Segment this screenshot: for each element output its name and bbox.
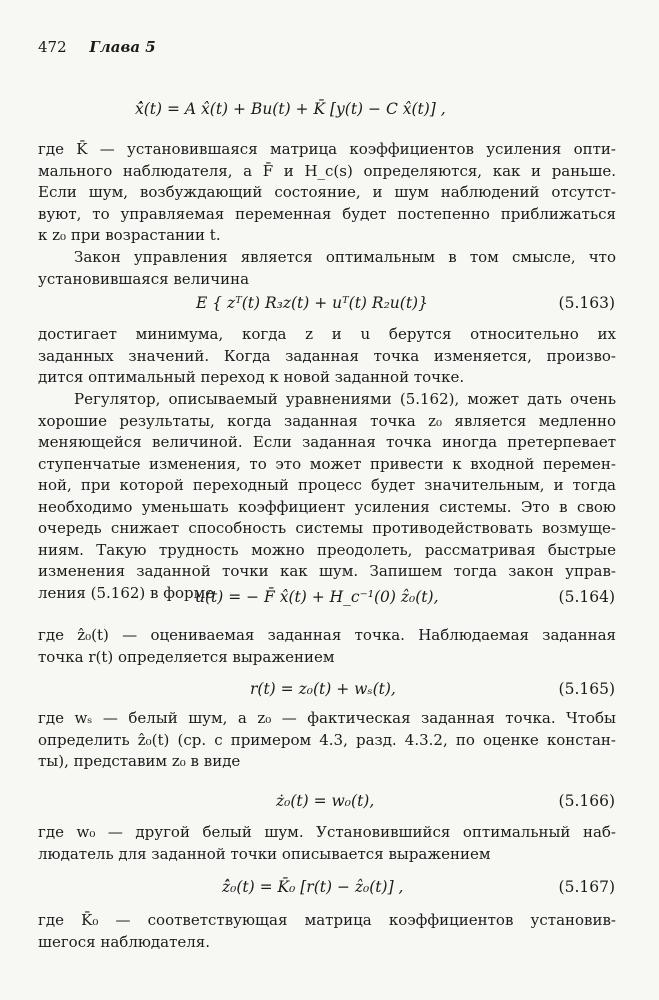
text-line: установившаяся величина [38, 269, 250, 288]
paragraph-3 [38, 324, 616, 389]
equation-5-167: ẑ̇₀(t) = K̄₀ [r(t) − ẑ₀(t)] , [222, 878, 404, 896]
page-number: 472 [38, 38, 67, 56]
text-line: где ẑ₀(t) — оцениваемая заданная точка. Наблюдаемая заданная [38, 626, 616, 644]
equation-5-163: E { zᵀ(t) R₃z(t) + uᵀ(t) R₂u(t)} [196, 294, 428, 312]
text-line: вуют, то управляемая переменная будет постепенно приближаться [38, 204, 616, 223]
equation-number-5-166: (5.166) [558, 792, 615, 810]
text-line: ной, при которой переходный процесс будет значительным, и тогда [38, 476, 616, 494]
text-line: где w₀ — другой белый шум. Установившийся оптимальный наб- [38, 823, 616, 841]
text-line: людатель для заданной точки описывается выражением [38, 844, 491, 863]
text-line: ты), представим z₀ в виде [38, 752, 241, 770]
equation-observer: x̂̇(t) = A x̂(t) + Bu(t) + K̄ [y(t) − C x̂(t)] , [135, 100, 446, 118]
text-line: заданных значений. Когда заданная точка изменяется, произво- [38, 346, 616, 365]
text-line: ниям. Такую трудность можно преодолеть, рассматривая быстрые [38, 540, 616, 559]
text-line: дится оптимальный переход к новой заданной точке. [38, 368, 465, 386]
text-line: Если шум, возбуждающий состояние, и шум наблюдений отсутст- [38, 183, 616, 201]
paragraph-1 [38, 139, 616, 247]
text-line: Закон управления является оптимальным в том смысле, что [74, 248, 616, 266]
paragraph-7 [38, 822, 616, 865]
chapter-title: Глава 5 [89, 38, 156, 56]
equation-5-166: ż₀(t) = w₀(t), [276, 792, 375, 810]
text-line: достигает минимума, когда z и u берутся относительно их [38, 325, 616, 343]
text-line: где K̄ — установившаяся матрица коэффициентов усиления опти- [38, 140, 616, 158]
text-line: очередь снижает способность системы противодействовать возмуще- [38, 519, 616, 537]
text-line: ступенчатые изменения, то это может привести к входной перемен- [38, 454, 616, 473]
text-line: мального наблюдателя, а F̄ и H_c(s) определяются, как и раньше. [38, 161, 616, 180]
equation-number-5-167: (5.167) [558, 878, 615, 896]
text-line: Регулятор, описываемый уравнениями (5.162), может дать очень [74, 390, 616, 408]
text-line: меняющейся величиной. Если заданная точка иногда претерпевает [38, 433, 616, 451]
equation-5-165: r(t) = z₀(t) + wₛ(t), [250, 680, 396, 698]
paragraph-4 [38, 389, 616, 604]
equation-number-5-163: (5.163) [558, 294, 615, 312]
running-header [38, 38, 156, 56]
text-line: шегося наблюдателя. [38, 932, 211, 951]
text-line: изменения заданной точки как шум. Запишем тогда закон управ- [38, 562, 616, 580]
text-line: определить ẑ₀(t) (ср. с примером 4.3, разд. 4.3.2, по оценке констан- [38, 730, 616, 749]
paragraph-5 [38, 625, 616, 668]
text-line: к z₀ при возрастании t. [38, 226, 221, 244]
text-line: точка r(t) определяется выражением [38, 647, 335, 666]
paragraph-6 [38, 708, 616, 773]
paragraph-8 [38, 910, 616, 953]
text-line: необходимо уменьшать коэффициент усиления системы. Это в свою [38, 497, 616, 516]
text-line: хорошие результаты, когда заданная точка z₀ является медленно [38, 411, 616, 430]
equation-number-5-165: (5.165) [558, 680, 615, 698]
paragraph-2 [38, 247, 616, 290]
text-line: ления (5.162) в форме [38, 583, 215, 602]
text-line: где K̄₀ — соответствующая матрица коэффициентов установив- [38, 911, 616, 929]
equation-number-5-164: (5.164) [558, 588, 615, 606]
text-line: где wₛ — белый шум, а z₀ — фактическая заданная точка. Чтобы [38, 709, 616, 727]
equation-5-164: u(t) = − F̄ x̂(t) + H_c⁻¹(0) ẑ₀(t), [195, 588, 439, 606]
